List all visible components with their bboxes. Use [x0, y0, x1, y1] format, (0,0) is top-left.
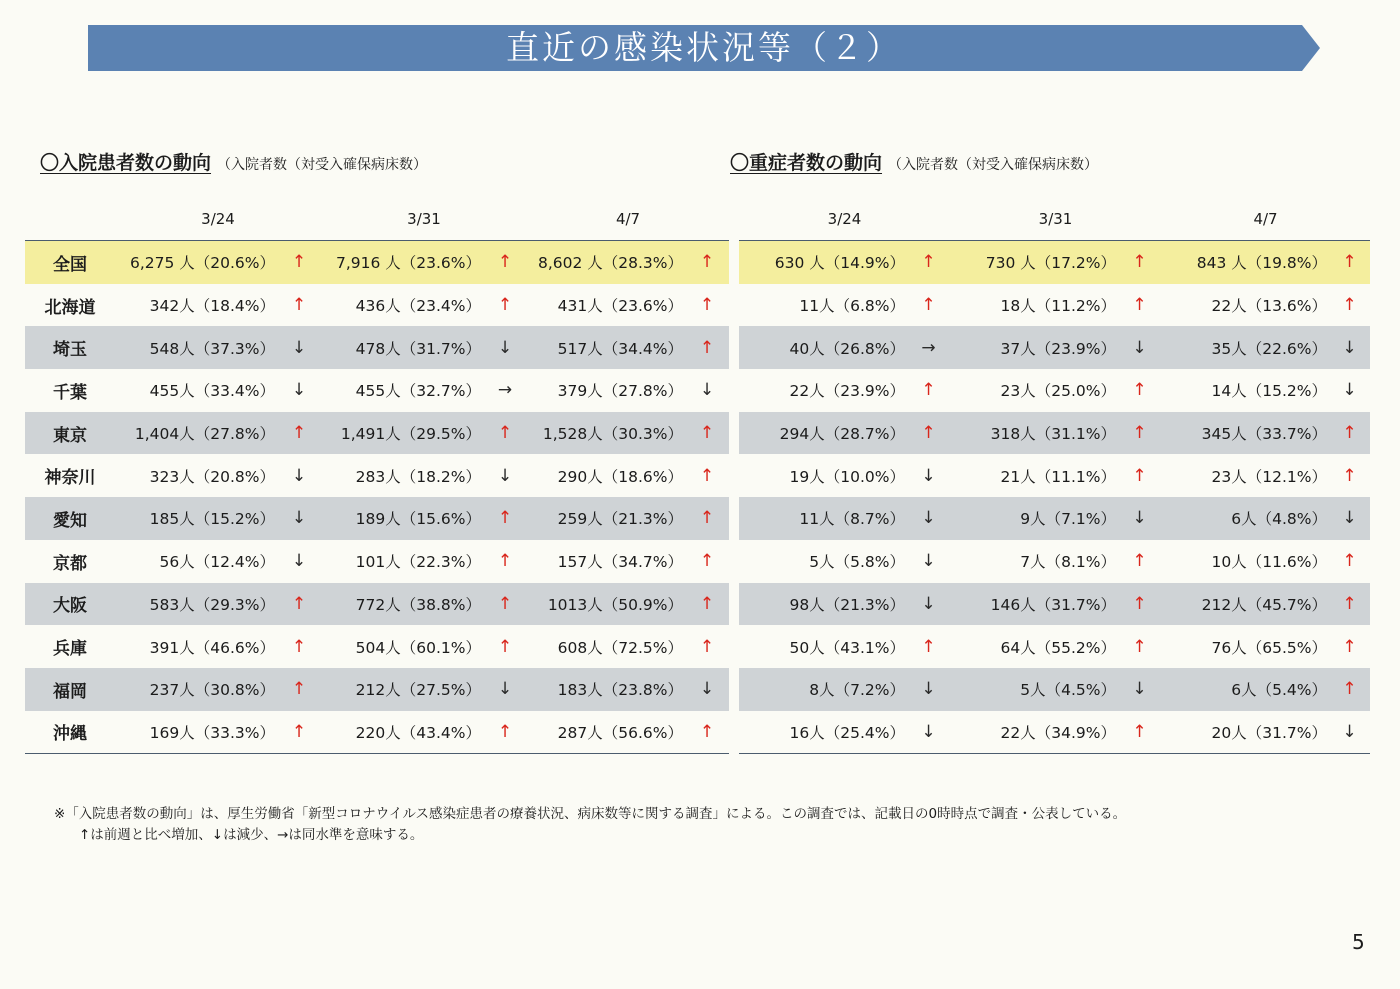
trend-up-icon: ↑	[291, 636, 307, 657]
count-value: 11人（6.8%）	[799, 297, 905, 316]
severe-table	[739, 198, 1370, 754]
trend-up-icon: ↑	[1132, 295, 1147, 316]
count-value: 98人（21.3%）	[739, 583, 907, 626]
table-row	[739, 625, 1370, 668]
title-banner	[88, 25, 1320, 71]
trend-up-icon: ↑	[483, 711, 527, 754]
trend-up-icon: ↑	[1118, 711, 1161, 754]
trend-up-icon: ↑	[483, 583, 527, 626]
count-value: 283人（18.2%）	[355, 467, 481, 486]
trend-up-icon: ↑	[685, 583, 729, 626]
table-row	[25, 326, 729, 369]
trend-up-icon: ↑	[907, 241, 950, 284]
prefecture-name: 埼玉	[25, 326, 115, 369]
severe-date-header: 3/31	[1038, 210, 1073, 228]
trend-down-icon: ↓	[291, 380, 307, 401]
severe-heading: 〇重症者数の動向	[730, 152, 883, 174]
count-value: 76人（65.5%）	[1211, 638, 1327, 657]
count-value: 8,602 人（28.3%）	[527, 241, 685, 284]
trend-down-icon: ↓	[1342, 380, 1357, 401]
count-value: 37人（23.9%）	[950, 326, 1118, 369]
table-row	[739, 711, 1370, 754]
table-row	[739, 540, 1370, 583]
page-title: 直近の感染状況等（２）	[506, 28, 902, 67]
hospital-date-header: 3/24	[201, 210, 235, 228]
trend-up-icon: ↑	[1342, 636, 1357, 657]
table-row	[739, 369, 1370, 412]
trend-up-icon: ↑	[1329, 241, 1370, 284]
count-value: 16人（25.4%）	[739, 711, 907, 754]
prefecture-name: 兵庫	[53, 639, 87, 660]
trend-up-icon: ↑	[277, 668, 321, 711]
count-value: 548人（37.3%）	[115, 326, 277, 369]
trend-down-icon: ↓	[1118, 497, 1161, 540]
count-value: 23人（25.0%）	[1000, 382, 1116, 401]
trend-up-icon: ↑	[699, 295, 715, 316]
trend-down-icon: ↓	[1329, 326, 1370, 369]
trend-flat-icon: →	[907, 326, 950, 369]
count-value: 183人（23.8%）	[527, 668, 685, 711]
count-value: 22人（23.9%）	[789, 382, 905, 401]
table-row	[25, 454, 729, 497]
count-value: 18人（11.2%）	[1000, 297, 1116, 316]
trend-down-icon: ↓	[907, 668, 950, 711]
trend-up-icon: ↑	[685, 326, 729, 369]
count-value: 101人（22.3%）	[355, 553, 481, 572]
count-value: 391人（46.6%）	[149, 638, 275, 657]
trend-up-icon: ↑	[497, 551, 513, 572]
trend-down-icon: ↓	[291, 465, 307, 486]
count-value: 11人（8.7%）	[739, 497, 907, 540]
trend-up-icon: ↑	[921, 295, 936, 316]
table-row	[739, 412, 1370, 455]
prefecture-name: 千葉	[53, 382, 87, 403]
prefecture-name: 東京	[25, 412, 115, 455]
trend-up-icon: ↑	[1118, 412, 1161, 455]
prefecture-name: 神奈川	[44, 468, 96, 489]
table-row	[25, 369, 729, 412]
trend-up-icon: ↑	[699, 551, 715, 572]
severe-section-heading	[730, 148, 1098, 175]
count-value: 583人（29.3%）	[115, 583, 277, 626]
table-row	[25, 284, 729, 327]
trend-up-icon: ↑	[483, 497, 527, 540]
count-value: 7,916 人（23.6%）	[321, 241, 483, 284]
table-row	[739, 497, 1370, 540]
count-value: 294人（28.7%）	[739, 412, 907, 455]
count-value: 56人（12.4%）	[159, 553, 275, 572]
count-value: 212人（45.7%）	[1161, 583, 1329, 626]
prefecture-name: 全国	[25, 241, 115, 284]
trend-up-icon: ↑	[1132, 551, 1147, 572]
trend-down-icon: ↓	[277, 326, 321, 369]
table-row	[25, 625, 729, 668]
trend-up-icon: ↑	[1132, 380, 1147, 401]
count-value: 1,491人（29.5%）	[321, 412, 483, 455]
table-row	[739, 454, 1370, 497]
count-value: 6人（5.4%）	[1161, 668, 1329, 711]
count-value: 7人（8.1%）	[1020, 553, 1116, 572]
trend-up-icon: ↑	[1342, 295, 1357, 316]
count-value: 1013人（50.9%）	[527, 583, 685, 626]
count-value: 14人（15.2%）	[1211, 382, 1327, 401]
count-value: 185人（15.2%）	[115, 497, 277, 540]
trend-up-icon: ↑	[277, 412, 321, 455]
count-value: 379人（27.8%）	[557, 382, 683, 401]
severe-subheading: （入院者数（対受入確保病床数）	[888, 157, 1099, 173]
trend-up-icon: ↑	[685, 412, 729, 455]
count-value: 8人（7.2%）	[739, 668, 907, 711]
trend-down-icon: ↓	[921, 465, 936, 486]
count-value: 342人（18.4%）	[149, 297, 275, 316]
trend-up-icon: ↑	[685, 497, 729, 540]
trend-up-icon: ↑	[921, 380, 936, 401]
footnote-line-1: ※「入院患者数の動向」は、厚生労働省「新型コロナウイルス感染症患者の療養状況、病床数等に関する調査」による。この調査では、記載日の0時時点で調査・公表している。	[54, 806, 1127, 822]
trend-down-icon: ↓	[699, 380, 715, 401]
prefecture-name: 大阪	[25, 583, 115, 626]
trend-up-icon: ↑	[483, 412, 527, 455]
trend-down-icon: ↓	[1118, 668, 1161, 711]
count-value: 212人（27.5%）	[321, 668, 483, 711]
count-value: 189人（15.6%）	[321, 497, 483, 540]
table-row	[739, 326, 1370, 369]
trend-down-icon: ↓	[277, 497, 321, 540]
trend-up-icon: ↑	[1329, 583, 1370, 626]
trend-up-icon: ↑	[699, 465, 715, 486]
count-value: 630 人（14.9%）	[739, 241, 907, 284]
trend-up-icon: ↑	[907, 412, 950, 455]
count-value: 237人（30.8%）	[115, 668, 277, 711]
table-row	[739, 241, 1370, 284]
count-value: 318人（31.1%）	[950, 412, 1118, 455]
count-value: 6人（4.8%）	[1161, 497, 1329, 540]
table-row	[25, 241, 729, 284]
trend-down-icon: ↓	[907, 711, 950, 754]
hospital-section-heading	[40, 148, 427, 175]
trend-down-icon: ↓	[685, 668, 729, 711]
count-value: 21人（11.1%）	[1000, 467, 1116, 486]
count-value: 5人（5.8%）	[809, 553, 905, 572]
count-value: 22人（34.9%）	[950, 711, 1118, 754]
count-value: 608人（72.5%）	[557, 638, 683, 657]
table-row	[25, 583, 729, 626]
table-row	[739, 583, 1370, 626]
trend-up-icon: ↑	[483, 241, 527, 284]
trend-down-icon: ↓	[291, 551, 307, 572]
count-value: 20人（31.7%）	[1161, 711, 1329, 754]
count-value: 772人（38.8%）	[321, 583, 483, 626]
trend-flat-icon: →	[497, 380, 513, 401]
trend-up-icon: ↑	[1329, 668, 1370, 711]
table-row	[25, 668, 729, 711]
severe-header-row	[739, 198, 1370, 241]
count-value: 287人（56.6%）	[527, 711, 685, 754]
hospital-date-header: 4/7	[615, 210, 641, 228]
count-value: 5人（4.5%）	[950, 668, 1118, 711]
count-value: 1,404人（27.8%）	[115, 412, 277, 455]
hospital-table	[25, 198, 729, 754]
trend-up-icon: ↑	[1118, 241, 1161, 284]
count-value: 6,275 人（20.6%）	[115, 241, 277, 284]
trend-up-icon: ↑	[1132, 465, 1147, 486]
count-value: 19人（10.0%）	[789, 467, 905, 486]
count-value: 146人（31.7%）	[950, 583, 1118, 626]
trend-up-icon: ↑	[699, 636, 715, 657]
table-row	[25, 711, 729, 754]
trend-up-icon: ↑	[277, 711, 321, 754]
trend-down-icon: ↓	[483, 668, 527, 711]
table-row	[25, 497, 729, 540]
page-number: 5	[1352, 930, 1365, 954]
severe-date-header: 3/24	[827, 210, 862, 228]
count-value: 431人（23.6%）	[557, 297, 683, 316]
count-value: 504人（60.1%）	[355, 638, 481, 657]
count-value: 10人（11.6%）	[1211, 553, 1327, 572]
count-value: 220人（43.4%）	[321, 711, 483, 754]
trend-up-icon: ↑	[685, 711, 729, 754]
trend-down-icon: ↓	[483, 326, 527, 369]
prefecture-name: 沖縄	[25, 711, 115, 754]
count-value: 1,528人（30.3%）	[527, 412, 685, 455]
trend-up-icon: ↑	[497, 295, 513, 316]
trend-up-icon: ↑	[685, 241, 729, 284]
footnote	[54, 804, 1126, 846]
prefecture-name: 京都	[53, 553, 87, 574]
count-value: 40人（26.8%）	[739, 326, 907, 369]
count-value: 259人（21.3%）	[527, 497, 685, 540]
trend-up-icon: ↑	[1342, 551, 1357, 572]
trend-down-icon: ↓	[921, 551, 936, 572]
trend-up-icon: ↑	[277, 241, 321, 284]
count-value: 345人（33.7%）	[1161, 412, 1329, 455]
count-value: 323人（20.8%）	[149, 467, 275, 486]
trend-up-icon: ↑	[921, 636, 936, 657]
trend-down-icon: ↓	[1118, 326, 1161, 369]
count-value: 35人（22.6%）	[1161, 326, 1329, 369]
count-value: 730 人（17.2%）	[950, 241, 1118, 284]
count-value: 169人（33.3%）	[115, 711, 277, 754]
trend-up-icon: ↑	[1132, 636, 1147, 657]
pref-header	[25, 198, 115, 241]
trend-down-icon: ↓	[1329, 711, 1370, 754]
count-value: 50人（43.1%）	[789, 638, 905, 657]
trend-down-icon: ↓	[1329, 497, 1370, 540]
prefecture-name: 福岡	[25, 668, 115, 711]
trend-down-icon: ↓	[907, 497, 950, 540]
hospital-date-header: 3/31	[407, 210, 441, 228]
trend-up-icon: ↑	[291, 295, 307, 316]
table-row	[25, 412, 729, 455]
prefecture-name: 愛知	[25, 497, 115, 540]
hospital-header-row	[25, 198, 729, 241]
count-value: 290人（18.6%）	[557, 467, 683, 486]
trend-up-icon: ↑	[1118, 583, 1161, 626]
count-value: 22人（13.6%）	[1211, 297, 1327, 316]
footnote-line-2: ↑は前週と比べ増加、↓は減少、→は同水準を意味する。	[79, 827, 424, 843]
trend-up-icon: ↑	[497, 636, 513, 657]
hospital-heading: 〇入院患者数の動向	[40, 152, 212, 174]
trend-down-icon: ↓	[497, 465, 513, 486]
count-value: 843 人（19.8%）	[1161, 241, 1329, 284]
count-value: 9人（7.1%）	[950, 497, 1118, 540]
table-row	[739, 668, 1370, 711]
count-value: 517人（34.4%）	[527, 326, 685, 369]
trend-up-icon: ↑	[277, 583, 321, 626]
trend-down-icon: ↓	[907, 583, 950, 626]
count-value: 455人（33.4%）	[149, 382, 275, 401]
hospital-subheading: （入院者数（対受入確保病床数）	[217, 157, 428, 173]
severe-date-header: 4/7	[1253, 210, 1278, 228]
count-value: 455人（32.7%）	[355, 382, 481, 401]
count-value: 436人（23.4%）	[355, 297, 481, 316]
prefecture-name: 北海道	[44, 297, 96, 318]
count-value: 64人（55.2%）	[1000, 638, 1116, 657]
count-value: 478人（31.7%）	[321, 326, 483, 369]
table-row	[739, 284, 1370, 327]
trend-up-icon: ↑	[1342, 465, 1357, 486]
trend-up-icon: ↑	[1329, 412, 1370, 455]
count-value: 157人（34.7%）	[557, 553, 683, 572]
table-row	[25, 540, 729, 583]
count-value: 23人（12.1%）	[1211, 467, 1327, 486]
